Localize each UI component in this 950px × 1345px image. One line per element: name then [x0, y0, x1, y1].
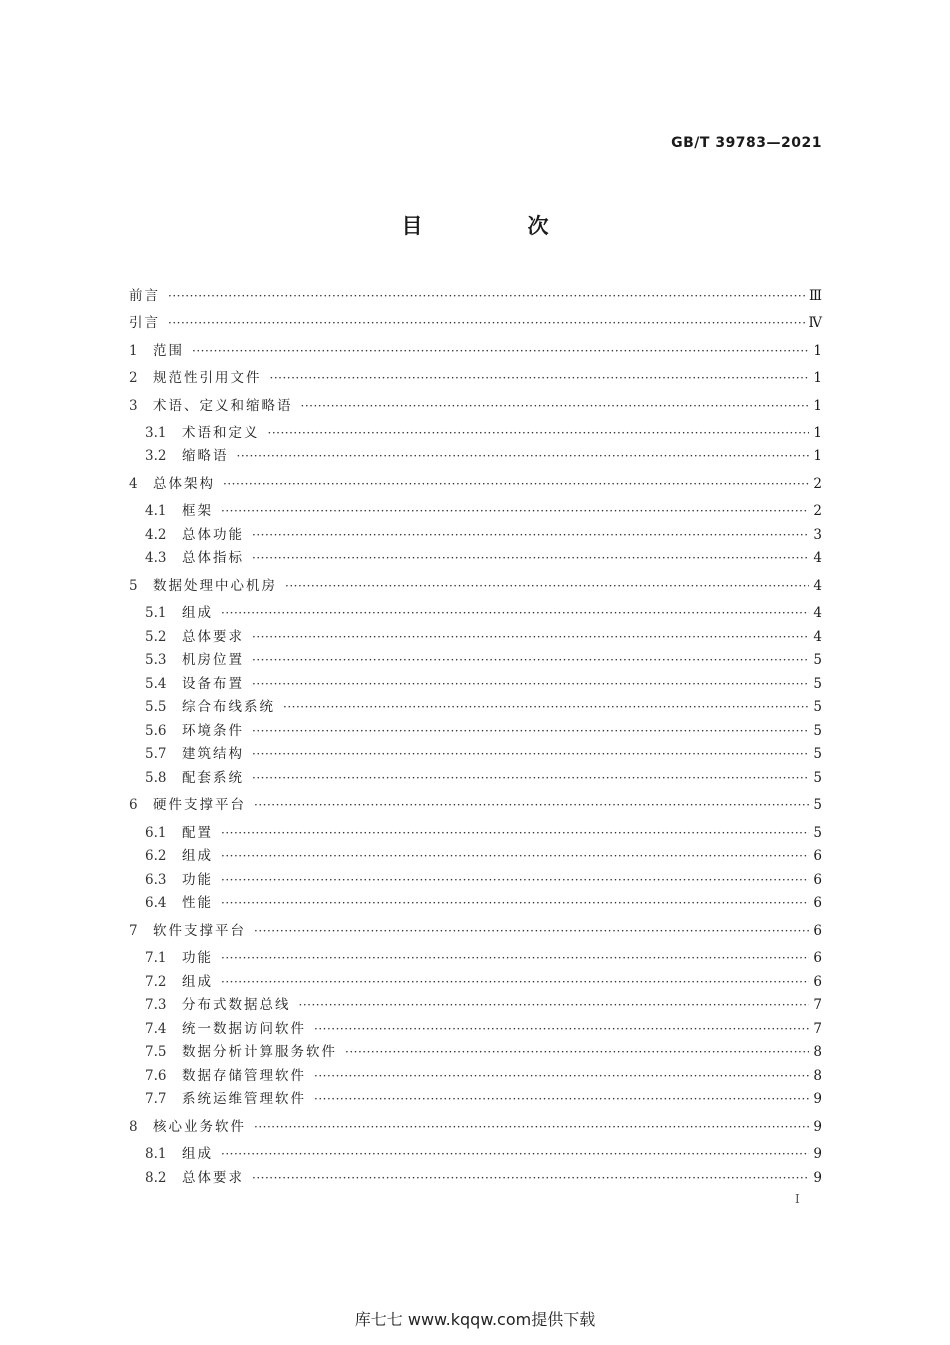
toc-dot-leader [221, 973, 809, 991]
toc-entry-number: 6.1 [145, 825, 167, 841]
toc-entry[interactable] [145, 824, 822, 842]
toc-entry-label: 总体要求 [182, 629, 244, 645]
toc-entry-number: 1 [129, 343, 138, 359]
toc-entry[interactable] [145, 1169, 822, 1187]
toc-entry-page: 2 [813, 476, 822, 492]
toc-entry-page: 9 [813, 1119, 822, 1135]
toc-entry[interactable] [145, 1043, 822, 1061]
toc-dot-leader [252, 628, 809, 646]
toc-entry-number: 5.6 [145, 723, 167, 739]
toc-dot-leader [254, 1118, 809, 1136]
toc-entry[interactable] [145, 675, 822, 693]
toc-entry[interactable] [145, 769, 822, 787]
toc-entry[interactable] [145, 1145, 822, 1163]
download-watermark: 库七七 www.kqqw.com提供下载 [354, 1310, 596, 1329]
toc-entry-page: 5 [813, 676, 822, 692]
toc-entry-page: 7 [813, 997, 822, 1013]
toc-entry-label: 统一数据访问软件 [182, 1021, 306, 1037]
toc-entry-label: 分布式数据总线 [182, 997, 291, 1013]
toc-dot-leader [237, 447, 810, 465]
toc-dot-leader [221, 502, 809, 520]
toc-dot-leader [285, 577, 809, 595]
toc-entry-number: 7.1 [145, 950, 167, 966]
toc-dot-leader [221, 894, 809, 912]
toc-entry-number: 4 [129, 476, 138, 492]
toc-dot-leader [301, 397, 810, 415]
toc-entry-page: 6 [813, 950, 822, 966]
toc-dot-leader [283, 698, 809, 716]
toc-entry-number: 6.3 [145, 872, 167, 888]
toc-entry-page: 1 [813, 425, 822, 441]
toc-entry-number: 7.4 [145, 1021, 167, 1037]
toc-entry-label: 功能 [182, 950, 213, 966]
standard-code: GB/T 39783—2021 [671, 135, 822, 151]
toc-entry[interactable] [145, 1067, 822, 1085]
toc-entry-page: 2 [813, 503, 822, 519]
toc-entry-page: Ⅳ [808, 315, 822, 331]
toc-entry[interactable] [145, 894, 822, 912]
toc-entry-label: 组成 [182, 848, 213, 864]
toc-dot-leader [192, 342, 809, 360]
toc-entry-number: 7.5 [145, 1044, 167, 1060]
toc-dot-leader [314, 1090, 809, 1108]
toc-dot-leader [221, 604, 809, 622]
toc-entry[interactable] [129, 475, 822, 493]
toc-entry-page: 5 [813, 797, 822, 813]
toc-entry-page: 9 [813, 1091, 822, 1107]
toc-dot-leader [252, 722, 809, 740]
toc-entry-number: 8.2 [145, 1170, 167, 1186]
toc-entry-label: 前言 [129, 288, 160, 304]
toc-entry-page: 4 [813, 578, 822, 594]
toc-entry-number: 8.1 [145, 1146, 167, 1162]
toc-entry-number: 7.6 [145, 1068, 167, 1084]
toc-entry-label: 总体架构 [153, 476, 215, 492]
toc-entry-page: 9 [813, 1170, 822, 1186]
toc-dot-leader [252, 745, 809, 763]
toc-entry-page: 4 [813, 629, 822, 645]
toc-entry-number: 5 [129, 578, 138, 594]
toc-entry-page: 5 [813, 652, 822, 668]
toc-dot-leader [223, 475, 809, 493]
toc-entry-label: 组成 [182, 605, 213, 621]
toc-dot-leader [299, 996, 810, 1014]
toc-entry-number: 5.8 [145, 770, 167, 786]
toc-entry-page: 6 [813, 974, 822, 990]
toc-entry-page: 6 [813, 895, 822, 911]
toc-entry-label: 组成 [182, 1146, 213, 1162]
toc-entry[interactable] [129, 796, 822, 814]
toc-entry-page: Ⅲ [808, 288, 822, 304]
toc-entry-page: 6 [813, 872, 822, 888]
toc-entry-label: 总体指标 [182, 550, 244, 566]
page-number: I [795, 1192, 800, 1206]
toc-entry-page: 5 [813, 746, 822, 762]
toc-entry-number: 3.2 [145, 448, 167, 464]
toc-entry-number: 5.7 [145, 746, 167, 762]
toc-entry-label: 硬件支撑平台 [153, 797, 246, 813]
toc-entry-page: 5 [813, 699, 822, 715]
toc-entry-number: 7.3 [145, 997, 167, 1013]
toc-entry[interactable] [145, 698, 822, 716]
toc-entry-number: 5.3 [145, 652, 167, 668]
toc-dot-leader [268, 424, 810, 442]
toc-entry-page: 4 [813, 550, 822, 566]
toc-entry-page: 3 [813, 527, 822, 543]
toc-entry-label: 综合布线系统 [182, 699, 275, 715]
toc-entry-label: 数据处理中心机房 [153, 578, 277, 594]
toc-entry[interactable] [145, 847, 822, 865]
toc-entry[interactable] [145, 745, 822, 763]
toc-entry-number: 7.7 [145, 1091, 167, 1107]
toc-dot-leader [221, 1145, 809, 1163]
toc-dot-leader [221, 871, 809, 889]
toc-entry-page: 1 [813, 448, 822, 464]
toc-entry-number: 7.2 [145, 974, 167, 990]
toc-dot-leader [252, 651, 809, 669]
toc-entry-number: 2 [129, 370, 138, 386]
toc-entry-page: 5 [813, 825, 822, 841]
toc-entry-label: 设备布置 [182, 676, 244, 692]
toc-entry[interactable] [145, 604, 822, 622]
toc-dot-leader [221, 824, 809, 842]
toc-entry-page: 6 [813, 923, 822, 939]
toc-entry-number: 7 [129, 923, 138, 939]
toc-dot-leader [345, 1043, 809, 1061]
toc-entry-label: 规范性引用文件 [153, 370, 262, 386]
toc-entry-page: 6 [813, 848, 822, 864]
toc-entry[interactable] [145, 722, 822, 740]
toc-entry[interactable] [145, 526, 822, 544]
toc-entry[interactable] [145, 447, 822, 465]
toc-entry-number: 6.2 [145, 848, 167, 864]
toc-entry[interactable] [129, 314, 822, 332]
toc-entry-label: 系统运维管理软件 [182, 1091, 306, 1107]
toc-entry[interactable] [145, 1090, 822, 1108]
toc-entry-number: 4.1 [145, 503, 167, 519]
toc-entry-label: 配套系统 [182, 770, 244, 786]
toc-entry[interactable] [145, 549, 822, 567]
toc-entry-label: 配置 [182, 825, 213, 841]
toc-entry-label: 数据分析计算服务软件 [182, 1044, 337, 1060]
toc-entry-page: 1 [813, 398, 822, 414]
toc-dot-leader [252, 1169, 809, 1187]
toc-entry[interactable] [129, 1118, 822, 1136]
toc-entry-page: 7 [813, 1021, 822, 1037]
toc-entry-number: 5.1 [145, 605, 167, 621]
toc-entry-page: 9 [813, 1146, 822, 1162]
toc-dot-leader [314, 1067, 809, 1085]
toc-entry[interactable] [129, 342, 822, 360]
toc-entry-page: 8 [813, 1044, 822, 1060]
toc-entry[interactable] [129, 922, 822, 940]
toc-entry-label: 缩略语 [182, 448, 229, 464]
toc-dot-leader [314, 1020, 809, 1038]
toc-dot-leader [252, 769, 809, 787]
toc-entry[interactable] [129, 287, 822, 305]
toc-entry-label: 术语、定义和缩略语 [153, 398, 293, 414]
toc-entry-number: 4.3 [145, 550, 167, 566]
toc-entry-number: 5.5 [145, 699, 167, 715]
toc-entry-number: 5.2 [145, 629, 167, 645]
toc-entry-label: 建筑结构 [182, 746, 244, 762]
toc-entry-label: 框架 [182, 503, 213, 519]
toc-entry[interactable] [129, 369, 822, 387]
toc-entry[interactable] [145, 651, 822, 669]
toc-entry-number: 6 [129, 797, 138, 813]
toc-entry-page: 4 [813, 605, 822, 621]
toc-entry-number: 8 [129, 1119, 138, 1135]
toc-entry[interactable] [129, 397, 822, 415]
toc-entry-label: 数据存储管理软件 [182, 1068, 306, 1084]
toc-entry-number: 5.4 [145, 676, 167, 692]
toc-dot-leader [168, 287, 805, 305]
toc-dot-leader [270, 369, 810, 387]
toc-entry[interactable] [145, 871, 822, 889]
toc-dot-leader [221, 949, 809, 967]
toc-entry-label: 机房位置 [182, 652, 244, 668]
toc-entry-label: 组成 [182, 974, 213, 990]
toc-entry-page: 8 [813, 1068, 822, 1084]
toc-entry-page: 1 [813, 370, 822, 386]
toc-entry-label: 范围 [153, 343, 184, 359]
page-title: 目 次 [401, 214, 591, 238]
toc-dot-leader [252, 675, 809, 693]
toc-entry-number: 4.2 [145, 527, 167, 543]
toc-entry-label: 软件支撑平台 [153, 923, 246, 939]
toc-entry-page: 5 [813, 723, 822, 739]
toc-dot-leader [254, 922, 809, 940]
toc-entry-number: 6.4 [145, 895, 167, 911]
toc-entry-number: 3 [129, 398, 138, 414]
toc-entry-label: 功能 [182, 872, 213, 888]
toc-entry-label: 引言 [129, 315, 160, 331]
toc-entry-label: 性能 [182, 895, 213, 911]
toc-dot-leader [252, 526, 809, 544]
toc-entry-label: 核心业务软件 [153, 1119, 246, 1135]
toc-dot-leader [221, 847, 809, 865]
toc-entry[interactable] [145, 502, 822, 520]
toc-entry-label: 环境条件 [182, 723, 244, 739]
toc-entry-label: 术语和定义 [182, 425, 260, 441]
toc-entry[interactable] [145, 1020, 822, 1038]
toc-entry[interactable] [129, 577, 822, 595]
toc-entry-page: 1 [813, 343, 822, 359]
toc-entry-label: 总体要求 [182, 1170, 244, 1186]
toc-entry[interactable] [145, 973, 822, 991]
toc-entry-label: 总体功能 [182, 527, 244, 543]
toc-entry[interactable] [145, 628, 822, 646]
toc-entry[interactable] [145, 424, 822, 442]
toc-entry-page: 5 [813, 770, 822, 786]
toc-entry[interactable] [145, 996, 822, 1014]
toc-dot-leader [252, 549, 809, 567]
toc-dot-leader [254, 796, 809, 814]
toc-entry-number: 3.1 [145, 425, 167, 441]
toc-dot-leader [168, 314, 805, 332]
toc-entry[interactable] [145, 949, 822, 967]
